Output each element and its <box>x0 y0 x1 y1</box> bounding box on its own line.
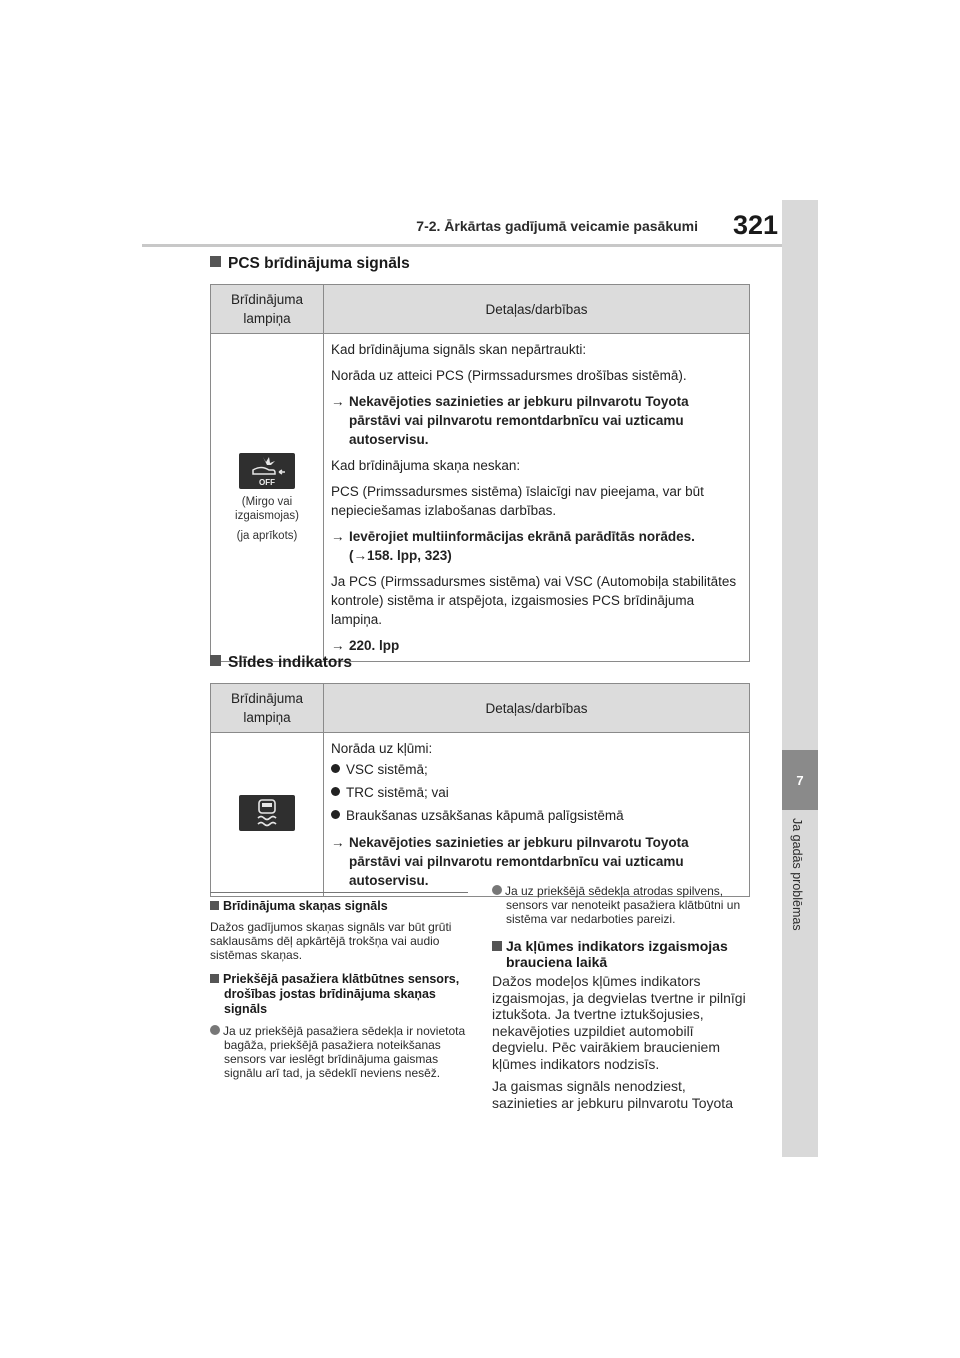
header-cell-light <box>211 285 324 334</box>
icon-cell <box>211 334 324 662</box>
chapter-tab-number: 7 <box>782 750 818 810</box>
header-divider <box>142 244 782 247</box>
note-heading-text: Brīdinājuma skaņas signāls <box>223 899 388 913</box>
section-heading-text: Slīdes indikators <box>228 654 353 671</box>
detail-paragraph: Norāda uz kļūmi: <box>331 741 433 756</box>
list-item-text: VSC sistēmā; <box>346 762 428 777</box>
arrow-icon: → <box>331 835 345 850</box>
header-light-line2: lampiņa <box>243 710 291 725</box>
pcs-warning-table <box>210 284 750 662</box>
list-item <box>331 783 742 802</box>
header-cell-details: Detaļas/darbības <box>324 285 750 334</box>
notes-divider <box>210 892 468 893</box>
table-header-row <box>211 684 750 733</box>
note-text: Ja gaismas signāls nenodziest, sazinieties ar jebkuru pilnvarotu Toyota <box>492 1078 733 1111</box>
note-text-content: Ja uz priekšējā sēdekļa atrodas spilvens, sensors var nenoteikt pasažiera klātbūtni un sistēma var nedarboties pareizi. <box>505 884 741 926</box>
action-text: Ievērojiet multiinformācijas ekrānā parādītās norādes. (→158. lpp, 323) <box>349 529 695 563</box>
chapter-side-tab <box>782 200 818 1157</box>
note-text: Dažos modeļos kļūmes indikators izgaismojas, ja degvielas tvertne ir pilnīgi iztukšota. Ja tvertne iztukšojusies, nekavējoties uzpildiet automobilī degvielu. Pēc vairākiem braucieniem kļūmes indikators nodzisīs. <box>492 973 746 1072</box>
action-text: Nekavējoties sazinieties ar jebkuru pilnvarotu Toyota pārstāvi vai pilnvarotu remontdarbnīcu vai uzticamu autoservisu. <box>349 835 689 888</box>
header-light-line1: Brīdinājuma <box>230 691 304 706</box>
section-heading-pcs <box>210 255 410 273</box>
slip-indicator-table <box>210 683 750 897</box>
table-row <box>211 334 750 662</box>
header-light-line2: lampiņa <box>243 311 291 326</box>
page-reference: 220. lpp <box>349 638 400 653</box>
action-item <box>331 636 742 655</box>
note-text-content: Ja uz priekšējā pasažiera sēdekļa ir novietota bagāža, priekšējā pasažiera noteikšanas sensors var ieslēgt brīdinājuma gaismas signālu arī tad, ja sēdeklī neviens nesēž. <box>223 1024 466 1080</box>
bullet-dot-icon <box>492 885 502 895</box>
list-item <box>331 760 742 779</box>
notes-right-column <box>492 884 750 1111</box>
note-heading <box>492 938 750 970</box>
note-heading-text: Ja kļūmes indikators izgaismojas brauciena laikā <box>506 938 728 970</box>
arrow-icon: → <box>331 529 345 544</box>
list-item <box>331 806 742 825</box>
notes-left-column <box>210 899 468 1080</box>
note-heading <box>210 972 468 1017</box>
header-light-line1: Brīdinājuma <box>230 292 304 307</box>
section-heading-slip <box>210 654 352 672</box>
icon-caption-1: (Mirgo vai izgaismojas) <box>235 495 299 522</box>
chapter-title: 7-2. Ārkārtas gadījumā veicamie pasākumi <box>416 218 698 234</box>
square-bullet-icon <box>210 901 219 910</box>
chapter-tab-label: Ja gadās problēmas <box>790 818 804 931</box>
note-text: Dažos gadījumos skaņas signāls var būt grūti saklausāms dēļ apkārtējā trokšņa vai audio sistēmas skaņas. <box>210 920 452 962</box>
action-item <box>331 392 742 449</box>
bullet-dot-icon <box>331 764 340 773</box>
header-cell-details: Detaļas/darbības <box>324 684 750 733</box>
page-number: 321 <box>733 210 779 240</box>
action-item <box>331 527 742 565</box>
bullet-dot-icon <box>331 787 340 796</box>
detail-paragraph: Kad brīdinājuma signāls skan nepārtraukti: <box>331 342 587 357</box>
note-heading <box>210 899 468 914</box>
note-text <box>492 884 750 926</box>
detail-paragraph: Norāda uz atteici PCS (Pirmssadursmes drošības sistēmā). <box>331 368 687 383</box>
square-bullet-icon <box>492 941 502 951</box>
slip-indicator-icon <box>239 795 295 831</box>
section-heading-text: PCS brīdinājuma signāls <box>228 255 410 272</box>
arrow-icon: → <box>331 394 345 409</box>
square-bullet-icon <box>210 655 221 666</box>
icon-cell <box>211 733 324 897</box>
list-item-text: TRC sistēmā; vai <box>346 785 449 800</box>
table-header-row <box>211 285 750 334</box>
icon-caption-2: (ja aprīkots) <box>236 529 298 542</box>
pcs-off-warning-icon <box>239 453 295 489</box>
bullet-dot-icon <box>210 1025 220 1035</box>
icon-off-text: OFF <box>259 477 275 487</box>
detail-paragraph: Ja PCS (Pirmssadursmes sistēma) vai VSC (Automobiļa stabilitātes kontrole) sistēma ir atspējota, izgaismosies PCS brīdinājuma lampiņa. <box>331 574 737 627</box>
detail-paragraph: Kad brīdinājuma skaņa neskan: <box>331 458 521 473</box>
square-bullet-icon <box>210 974 219 983</box>
note-heading-text: Priekšējā pasažiera klātbūtnes sensors, drošības jostas brīdinājuma skaņas signāls <box>223 972 460 1016</box>
arrow-icon: → <box>331 638 345 653</box>
chapter-tab-label-wrap <box>790 818 810 998</box>
note-text <box>210 1024 468 1080</box>
details-cell <box>324 334 750 662</box>
details-cell <box>324 733 750 897</box>
list-item-text: Braukšanas uzsākšanas kāpumā palīgsistēmā <box>346 808 624 823</box>
action-text: Nekavējoties sazinieties ar jebkuru pilnvarotu Toyota pārstāvi vai pilnvarotu remontdarbnīcu vai uzticamu autoservisu. <box>349 394 689 447</box>
header-cell-light <box>211 684 324 733</box>
action-item <box>331 833 742 890</box>
bullet-dot-icon <box>331 810 340 819</box>
table-row <box>211 733 750 897</box>
square-bullet-icon <box>210 256 221 267</box>
detail-paragraph: PCS (Primssadursmes sistēma) īslaicīgi nav pieejama, var būt nepieciešamas izlabošanas darbības. <box>331 484 704 518</box>
